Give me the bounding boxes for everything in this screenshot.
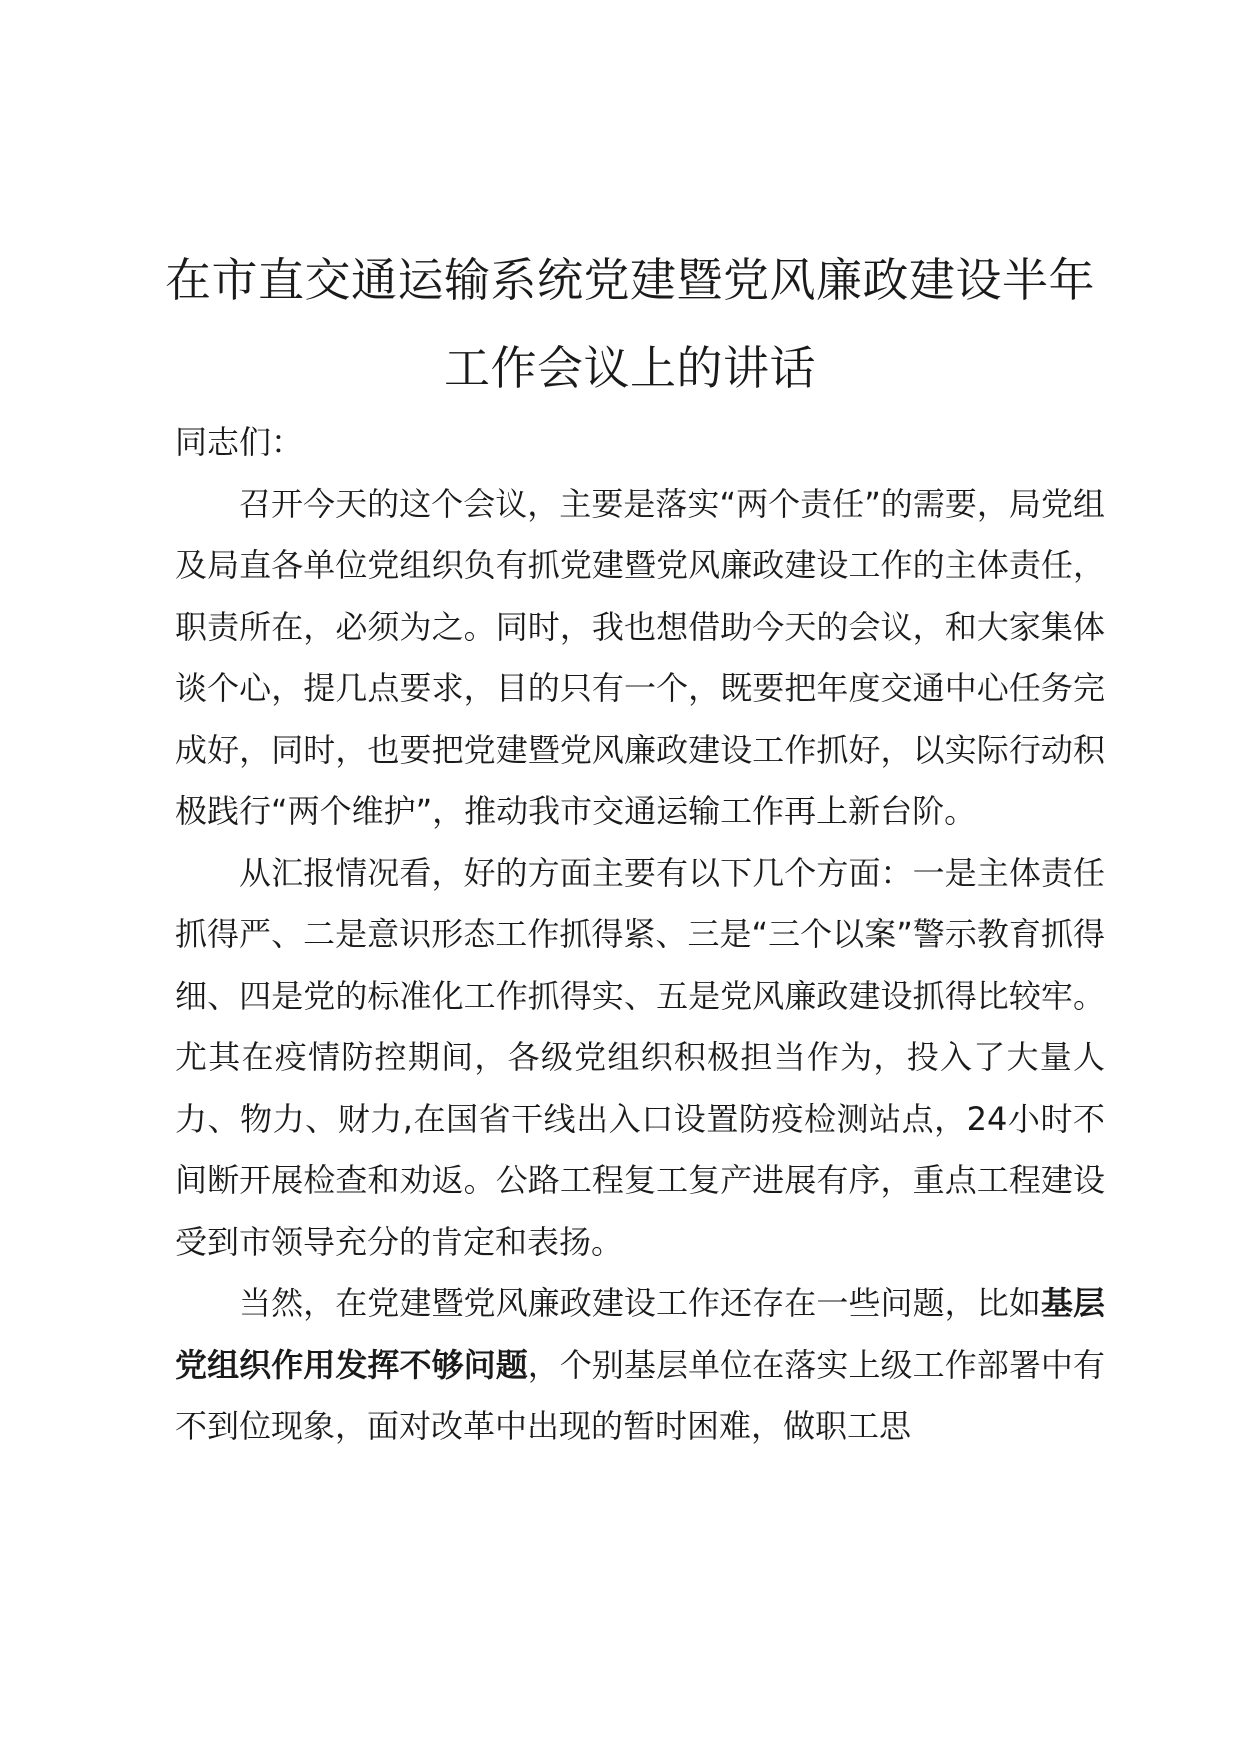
paragraph-3 [175,1273,1105,1458]
paragraph-1: 召开今天的这个会议，主要是落实“两个责任”的需要，局党组及局直各单位党组织负有抓党建暨党风廉政建设工作的主体责任，职责所在，必须为之。同时，我也想借助今天的会议，和大家集体谈个心，提几点要求，目的只有一个，既要把年度交通中心任务完成好，同时，也要把党建暨党风廉政建设工作抓好，以实际行动积极践行“两个维护”，推动我市交通运输工作再上新台阶。 [175,484,1105,830]
paragraph-3-emphasis: 基层党组织作用发挥不够问题 [175,1284,1105,1384]
document-title: 在市直交通运输系统党建暨党风廉政建设半年工作会议上的讲话 [165,253,1095,395]
paragraph-2: 从汇报情况看，好的方面主要有以下几个方面：一是主体责任抓得严、二是意识形态工作抓得紧、三是“三个以案”警示教育抓得细、四是党的标准化工作抓得实、五是党风廉政建设抓得比较牢。尤其在疫情防控期间，各级党组织积极担当作为，投入了大量人力、物力、财力,在国省干线出入口设置防疫检测站点，24小时不间断开展检查和劝返。公路工程复工复产进展有序，重点工程建设受到市领导充分的肯定和表扬。 [175,853,1105,1261]
salutation: 同志们： [175,423,304,461]
paragraph-3-rest: ，个别基层单位在落实上级工作部署中有不到位现象，面对改革中出现的暂时困难，做职工思 [175,1345,1105,1445]
document-body [175,412,1105,1458]
paragraph-3-lead: 当然，在党建暨党风廉政建设工作还存在一些问题，比如 [239,1284,1041,1322]
